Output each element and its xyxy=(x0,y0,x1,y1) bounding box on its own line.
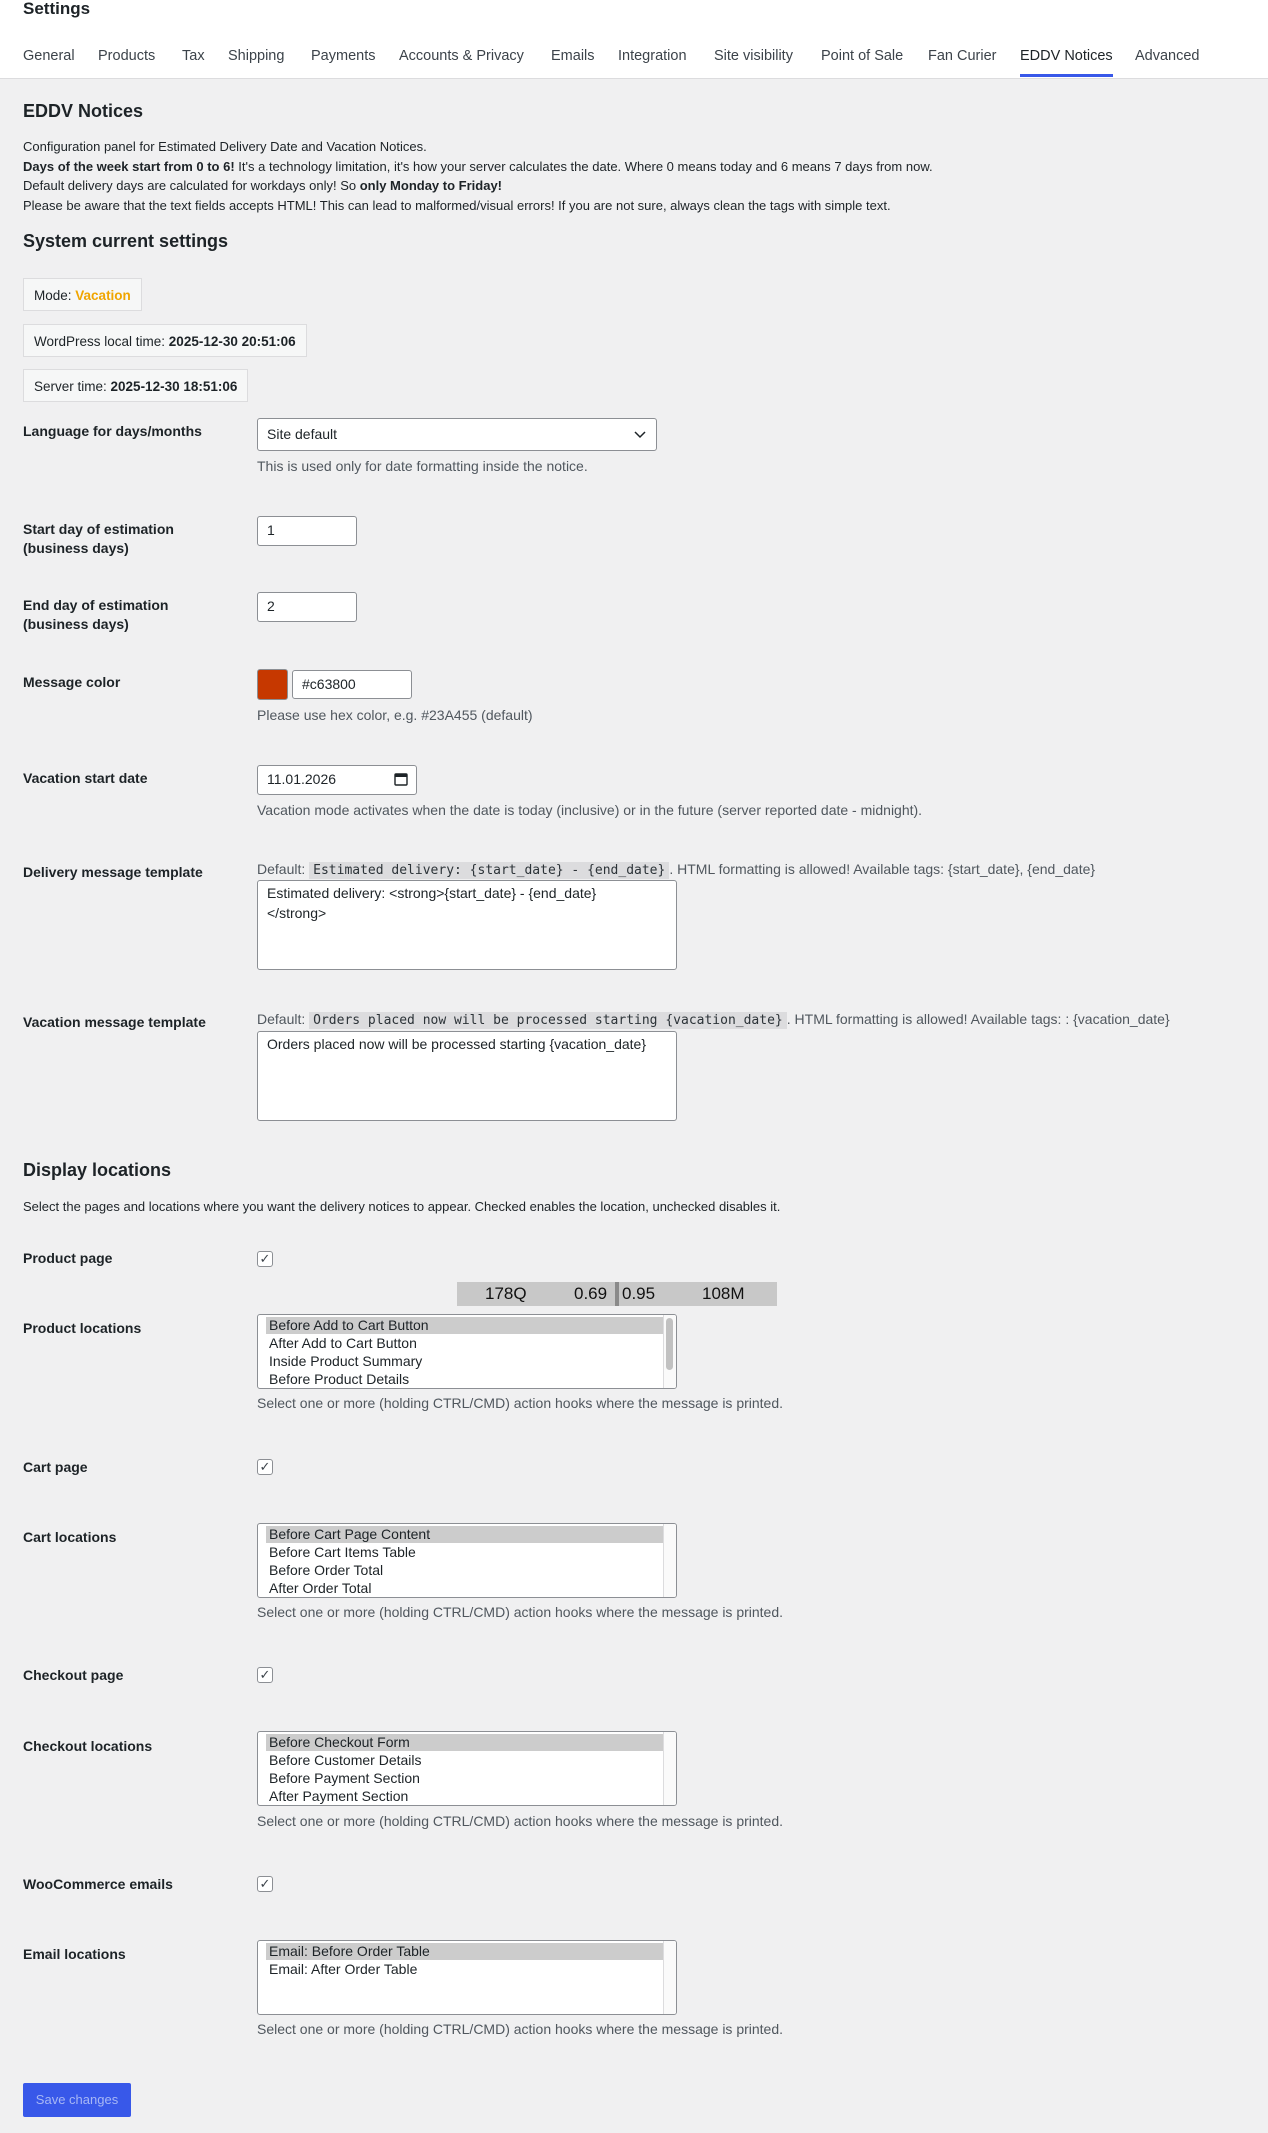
server-time-info xyxy=(23,369,248,402)
message-color-description: Please use hex color, e.g. #23A455 (default) xyxy=(257,707,533,723)
stat-1: 178Q xyxy=(485,1284,527,1303)
scrollbar[interactable] xyxy=(663,1941,676,2014)
product-option[interactable]: After Add to Cart Button xyxy=(269,1335,417,1351)
system-settings-title: System current settings xyxy=(23,231,229,251)
checkout-option[interactable]: After Payment Section xyxy=(269,1788,409,1804)
workdays-note xyxy=(23,176,502,195)
vacation-template-default xyxy=(257,1011,1170,1028)
delivery-template-label: Delivery message template xyxy=(23,864,203,880)
delivery-default-suffix: . HTML formatting is allowed! Available tags: {start_date}, {end_date} xyxy=(669,861,1096,877)
checkout-option[interactable]: Before Customer Details xyxy=(269,1752,422,1768)
tab-advanced[interactable]: Advanced xyxy=(1135,48,1200,64)
end-day-label-line1: End day of estimation xyxy=(23,597,169,613)
vacation-start-input[interactable] xyxy=(257,765,417,795)
vacation-start-label: Vacation start date xyxy=(23,770,148,786)
calendar-icon[interactable] xyxy=(394,766,408,803)
delivery-template-textarea[interactable]: Estimated delivery: <strong>{start_date} - {end_date} </strong> xyxy=(257,880,677,970)
start-day-label-line1: Start day of estimation xyxy=(23,521,174,537)
message-color-input[interactable]: #c63800 xyxy=(292,670,412,699)
checkout-locations-help: Select one or more (holding CTRL/CMD) action hooks where the message is printed. xyxy=(257,1813,784,1829)
color-swatch[interactable] xyxy=(257,669,288,700)
vacation-template-label: Vacation message template xyxy=(23,1014,206,1030)
tab-fan-curier[interactable]: Fan Curier xyxy=(928,48,997,64)
delivery-template-default xyxy=(257,861,1095,878)
stat-4: 108M xyxy=(702,1284,745,1303)
days-week-note-rest: It's a technology limitation, it's how your server calculates the date. Where 0 means today and 6 means 7 days from now. xyxy=(234,159,933,174)
emails-label: WooCommerce emails xyxy=(23,1876,173,1892)
save-changes-button[interactable]: Save changes xyxy=(23,2083,131,2117)
product-locations-help: Select one or more (holding CTRL/CMD) action hooks where the message is printed. xyxy=(257,1395,784,1411)
days-week-note xyxy=(23,157,933,176)
product-locations-listbox[interactable] xyxy=(257,1314,677,1389)
tab-products[interactable]: Products xyxy=(98,48,156,64)
delivery-default-code: Estimated delivery: {start_date} - {end_date} xyxy=(309,862,669,879)
stat-separator xyxy=(615,1282,619,1306)
cart-option[interactable]: Before Order Total xyxy=(269,1562,384,1578)
start-day-label xyxy=(23,520,174,558)
email-option[interactable]: Email: Before Order Table xyxy=(266,1943,664,1960)
scrollbar-thumb[interactable] xyxy=(666,1318,673,1370)
product-page-label: Product page xyxy=(23,1250,113,1266)
stat-3: 0.95 xyxy=(622,1284,656,1303)
wp-time-label: WordPress local time: xyxy=(34,334,169,349)
top-bar xyxy=(0,0,1268,79)
scrollbar[interactable] xyxy=(663,1315,676,1388)
emails-checkbox[interactable]: ✓ xyxy=(257,1876,273,1892)
html-warning: Please be aware that the text fields accepts HTML! This can lead to malformed/visual errors! If you are not sure, always clean the tags with simple text. xyxy=(23,198,891,213)
language-select[interactable] xyxy=(257,418,657,451)
vacation-default-suffix: . HTML formatting is allowed! Available tags: : {vacation_date} xyxy=(786,1011,1170,1027)
email-option[interactable]: Email: After Order Table xyxy=(269,1961,418,1977)
delivery-default-prefix: Default: xyxy=(257,861,310,877)
display-locations-description: Select the pages and locations where you want the delivery notices to appear. Checked enables the location, unchecked disables it. xyxy=(23,1199,781,1214)
vacation-start-description: Vacation mode activates when the date is today (inclusive) or in the future (server reported date - midnight). xyxy=(257,802,923,818)
email-locations-label: Email locations xyxy=(23,1946,126,1962)
page-title: Settings xyxy=(23,0,91,18)
vacation-default-prefix: Default: xyxy=(257,1011,310,1027)
tab-emails[interactable]: Emails xyxy=(551,48,595,64)
scrollbar[interactable] xyxy=(663,1524,676,1597)
cart-option[interactable]: After Order Total xyxy=(269,1580,372,1596)
end-day-label xyxy=(23,596,168,634)
tab-shipping[interactable]: Shipping xyxy=(228,48,285,64)
tab-tax[interactable]: Tax xyxy=(182,48,205,64)
workdays-note-bold: only Monday to Friday! xyxy=(359,178,503,193)
end-day-label-line2: (business days) xyxy=(23,616,129,632)
vacation-start-value: 11.01.2026 xyxy=(267,771,337,787)
chevron-down-icon xyxy=(634,419,646,462)
language-select-value: Site default xyxy=(267,426,338,442)
mode-value: Vacation xyxy=(75,288,131,303)
tab-site-visibility[interactable]: Site visibility xyxy=(714,48,793,64)
mode-info xyxy=(23,278,142,311)
wp-time-info xyxy=(23,324,307,357)
checkout-locations-label: Checkout locations xyxy=(23,1738,153,1754)
checkout-option[interactable]: Before Checkout Form xyxy=(266,1734,664,1751)
cart-page-checkbox[interactable]: ✓ xyxy=(257,1459,273,1475)
server-time-label: Server time: xyxy=(34,379,111,394)
email-locations-help: Select one or more (holding CTRL/CMD) action hooks where the message is printed. xyxy=(257,2021,784,2037)
workdays-note-pre: Default delivery days are calculated for workdays only! So xyxy=(23,178,360,193)
cart-locations-label: Cart locations xyxy=(23,1529,117,1545)
cart-locations-help: Select one or more (holding CTRL/CMD) action hooks where the message is printed. xyxy=(257,1604,784,1620)
email-locations-listbox[interactable] xyxy=(257,1940,677,2015)
mode-label: Mode: xyxy=(34,288,76,303)
vacation-default-code: Orders placed now will be processed starting {vacation_date} xyxy=(309,1012,787,1029)
product-page-checkbox[interactable]: ✓ xyxy=(257,1251,273,1267)
start-day-input[interactable]: 1 xyxy=(257,516,357,546)
tab-general[interactable]: General xyxy=(23,48,75,64)
stats-overlay xyxy=(457,1282,777,1306)
display-locations-title: Display locations xyxy=(23,1160,172,1180)
product-option[interactable]: Before Product Details xyxy=(269,1371,410,1387)
cart-option[interactable]: Before Cart Page Content xyxy=(266,1526,664,1543)
days-week-note-bold: Days of the week start from 0 to 6! xyxy=(23,159,235,174)
tab-integration[interactable]: Integration xyxy=(618,48,687,64)
tab-eddv-notices[interactable]: EDDV Notices xyxy=(1020,44,1113,77)
checkout-locations-listbox[interactable] xyxy=(257,1731,677,1806)
cart-page-label: Cart page xyxy=(23,1459,88,1475)
stat-2: 0.69 xyxy=(574,1284,608,1303)
message-color-label: Message color xyxy=(23,674,121,690)
server-time-value: 2025-12-30 18:51:06 xyxy=(110,379,238,394)
start-day-label-line2: (business days) xyxy=(23,540,129,556)
tab-point-of-sale[interactable]: Point of Sale xyxy=(821,48,904,64)
cart-option[interactable]: Before Cart Items Table xyxy=(269,1544,416,1560)
checkout-page-label: Checkout page xyxy=(23,1667,124,1683)
section-title: EDDV Notices xyxy=(23,101,144,121)
product-option[interactable]: Before Add to Cart Button xyxy=(266,1317,664,1334)
language-label: Language for days/months xyxy=(23,423,202,439)
wp-time-value: 2025-12-30 20:51:06 xyxy=(168,334,296,349)
product-locations-label: Product locations xyxy=(23,1320,142,1336)
cart-locations-listbox[interactable] xyxy=(257,1523,677,1598)
tab-payments[interactable]: Payments xyxy=(311,48,376,64)
language-description: This is used only for date formatting inside the notice. xyxy=(257,458,588,474)
scrollbar[interactable] xyxy=(663,1732,676,1805)
vacation-template-textarea[interactable]: Orders placed now will be processed starting {vacation_date} xyxy=(257,1031,677,1121)
end-day-input[interactable]: 2 xyxy=(257,592,357,622)
product-option[interactable]: Inside Product Summary xyxy=(269,1353,423,1369)
intro-text: Configuration panel for Estimated Delivery Date and Vacation Notices. xyxy=(23,139,427,154)
checkout-option[interactable]: Before Payment Section xyxy=(269,1770,420,1786)
tab-accounts-privacy[interactable]: Accounts & Privacy xyxy=(399,48,524,64)
checkout-page-checkbox[interactable]: ✓ xyxy=(257,1667,273,1683)
